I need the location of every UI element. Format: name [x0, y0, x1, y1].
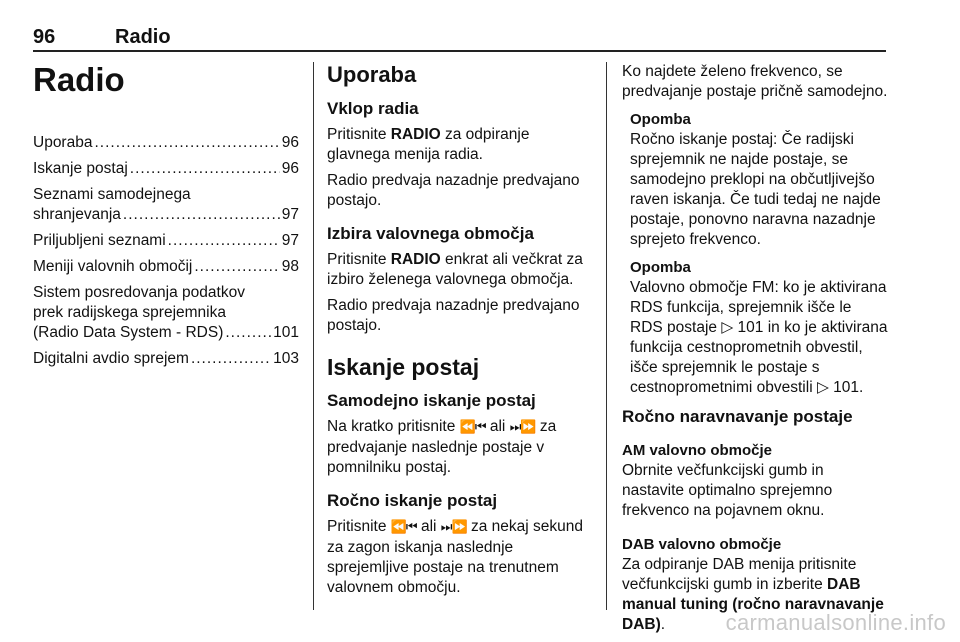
paragraph-samodejno: Na kratko pritisnite ⏪⏮ ali ⏭⏩ za predvajanje naslednje postaje v pomnilniku postaj.	[327, 418, 557, 476]
note-box-1	[630, 110, 888, 250]
subsection-title-izbira: Izbira valovnega območja	[327, 224, 534, 243]
toc-entry[interactable]	[33, 159, 299, 179]
subsection-title-samodejno: Samodejno iskanje postaj	[327, 391, 536, 410]
section-title-iskanje: Iskanje postaj	[327, 354, 480, 380]
toc-entry[interactable]	[33, 349, 299, 369]
toc-leader-dots	[123, 205, 280, 225]
running-head	[33, 26, 885, 48]
toc-leader-dots	[225, 323, 271, 343]
toc-column	[33, 62, 299, 375]
subsection-title-vklop: Vklop radia	[327, 99, 419, 118]
toc-entry-label: Digitalni avdio sprejem	[33, 350, 189, 367]
seek-back-icon: ⏪⏮	[459, 420, 486, 435]
toc-entry-page: 97	[281, 232, 299, 249]
seek-forward-icon: ⏭⏩	[509, 420, 536, 435]
toc-entry-label: (Radio Data System - RDS)	[33, 324, 224, 341]
running-title: Radio	[115, 26, 171, 48]
toc-entry-line: Seznami samodejnega	[33, 186, 191, 203]
radio-key-label: RADIO	[390, 251, 441, 268]
seek-back-icon: ⏪⏮	[390, 520, 417, 535]
toc-entry[interactable]	[33, 133, 299, 153]
toc-entry-label: Meniji valovnih območij	[33, 258, 193, 275]
toc-entry[interactable]	[33, 283, 299, 343]
subsection-title-rocno-iskanje: Ročno iskanje postaj	[327, 491, 498, 510]
toc-entry-page: 97	[281, 206, 299, 223]
header-rule	[33, 50, 886, 52]
content-column-2	[327, 62, 592, 604]
paragraph-izbira-1: Pritisnite RADIO enkrat ali večkrat za izbiro želenega valovnega območja.	[327, 251, 583, 288]
toc-entry-label: Priljubljeni seznami	[33, 232, 166, 249]
toc-leader-dots	[191, 349, 271, 369]
chapter-title: Radio	[33, 61, 125, 98]
note-text: Valovno območje FM: ko je aktivirana RDS funkcija, sprejemnik išče le RDS postaje ▷ 101 in ko je aktivirana funkcija cestnoprometnih obvestil, išče sprejemnik le postaje s cestnoprometnimi obvestili ▷ 101.	[630, 279, 888, 396]
paragraph-intro: Ko najdete želeno frekvenco, se predvajanje postaje pričně samodejno.	[622, 63, 888, 100]
toc-entry[interactable]	[33, 231, 299, 251]
toc-list	[33, 133, 299, 369]
heading-dab: DAB valovno območje	[622, 536, 782, 553]
toc-entry-page: 103	[273, 350, 299, 367]
content-column-3	[622, 62, 888, 641]
note-box-2	[630, 258, 888, 398]
paragraph-rocno-iskanje: Pritisnite ⏪⏮ ali ⏭⏩ za nekaj sekund za zagon iskanja naslednje sprejemljive postaje na trenutnem valovnem območju.	[327, 518, 583, 596]
toc-entry-page: 101	[273, 324, 299, 341]
toc-entry-label: Uporaba	[33, 134, 93, 151]
toc-leader-dots	[130, 159, 280, 179]
note-title: Opomba	[630, 259, 691, 276]
paragraph-dab: Za odpiranje DAB menija pritisnite večfunkcijski gumb in izberite DAB manual tuning (ročno naravnavanje DAB).	[622, 556, 884, 633]
paragraph-vklop-1: Pritisnite RADIO za odpiranje glavnega menija radia.	[327, 126, 530, 163]
toc-leader-dots	[194, 257, 279, 277]
paragraph-izbira-2: Radio predvaja nazadnje predvajano postajo.	[327, 297, 580, 334]
dab-menu-label: DAB manual tuning (ročno naravnavanje DAB)	[622, 576, 884, 633]
heading-am: AM valovno območje	[622, 442, 773, 459]
toc-entry-page: 96	[281, 160, 299, 177]
seek-forward-icon: ⏭⏩	[440, 520, 467, 535]
toc-entry-line: Sistem posredovanja podatkov	[33, 284, 245, 301]
toc-entry[interactable]	[33, 185, 299, 225]
toc-entry-page: 98	[281, 258, 299, 275]
radio-key-label: RADIO	[390, 126, 441, 143]
toc-entry-page: 96	[281, 134, 299, 151]
toc-leader-dots	[168, 231, 280, 251]
subsection-title-rocno-naravnavanje: Ročno naravnavanje postaje	[622, 407, 853, 426]
toc-entry-line: prek radijskega sprejemnika	[33, 304, 226, 321]
page-number: 96	[33, 26, 56, 48]
toc-entry-label: Iskanje postaj	[33, 160, 128, 177]
note-text: Ročno iskanje postaj: Če radijski sprejemnik ne najde postaje, se samodejno preklopi na občutljivejšo raven iskanja. Če tudi tedaj ne najde postaje, ponovno naravna nazadnje sprejeto frekvenco.	[630, 131, 881, 248]
section-title-uporaba: Uporaba	[327, 62, 417, 87]
toc-leader-dots	[94, 133, 279, 153]
toc-entry[interactable]	[33, 257, 299, 277]
toc-entry-label: shranjevanja	[33, 206, 121, 223]
paragraph-vklop-2: Radio predvaja nazadnje predvajano postajo.	[327, 172, 580, 209]
note-title: Opomba	[630, 111, 691, 128]
paragraph-am: Obrnite večfunkcijski gumb in nastavite optimalno sprejemno frekvenco na pojavnem oknu.	[622, 462, 833, 519]
watermark: carmanualsonline.info	[725, 610, 946, 635]
column-divider-2	[606, 62, 607, 610]
column-divider-1	[313, 62, 314, 610]
